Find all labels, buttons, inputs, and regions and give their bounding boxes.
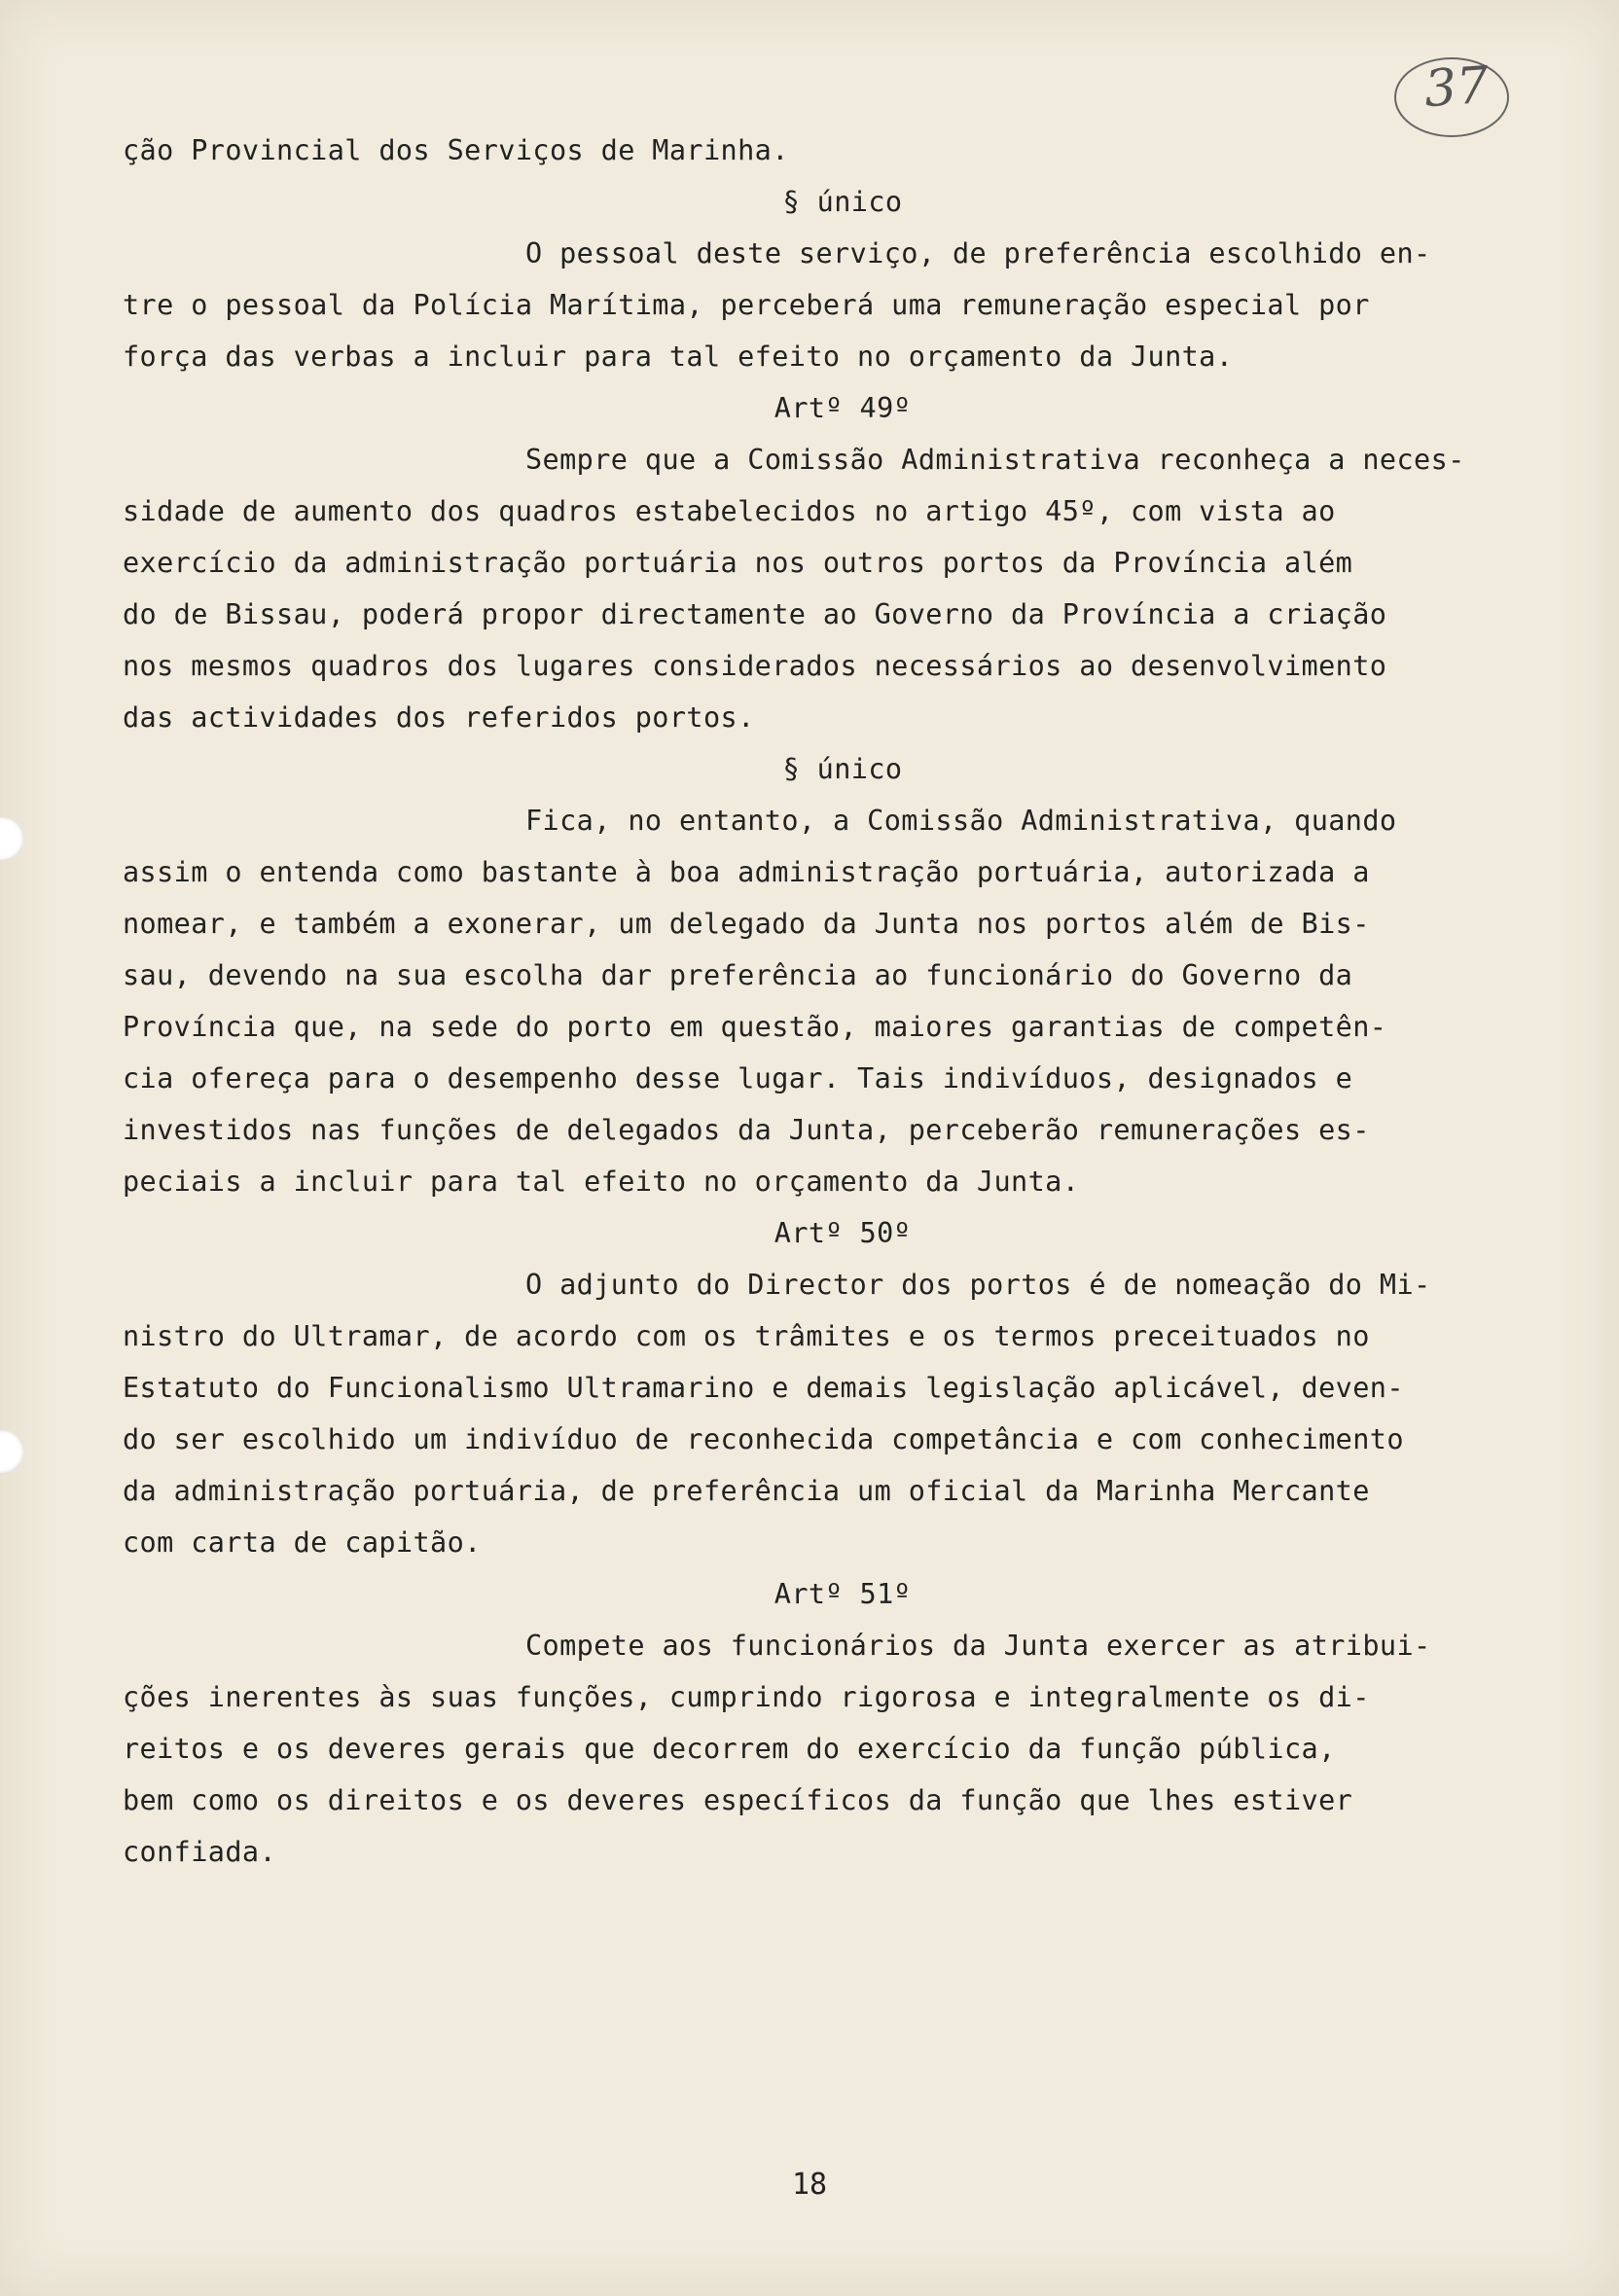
folio-number: 37	[1421, 55, 1492, 120]
text-line: Província que, na sede do porto em questão, maiores garantias de competên-	[123, 1011, 1387, 1043]
page-number: 18	[791, 2168, 828, 2202]
text-line: nos mesmos quadros dos lugares considerados necessários ao desenvolvimento	[123, 650, 1387, 682]
text-line: Estatuto do Funcionalismo Ultramarino e demais legislação aplicável, deven-	[123, 1372, 1404, 1404]
text-line: do de Bissau, poderá propor directamente ao Governo da Província a criação	[123, 598, 1387, 630]
text-line: da administração portuária, de preferência um oficial da Marinha Mercante	[123, 1475, 1370, 1507]
punch-hole-bottom	[0, 1430, 23, 1473]
section-heading: § único	[782, 186, 903, 218]
text-line: do ser escolhido um indivíduo de reconhecida competância e com conhecimento	[123, 1423, 1404, 1455]
text-line: assim o entenda como bastante à boa administração portuária, autorizada a	[123, 856, 1370, 888]
text-line: tre o pessoal da Polícia Marítima, perceberá uma remuneração especial por	[123, 289, 1370, 321]
text-line: Fica, no entanto, a Comissão Administrativa, quando	[525, 805, 1397, 837]
text-line: peciais a incluir para tal efeito no orçamento da Junta.	[123, 1166, 1080, 1198]
section-heading: § único	[782, 753, 903, 785]
text-line: O pessoal deste serviço, de preferência escolhido en-	[525, 237, 1431, 269]
section-heading: Artº 50º	[774, 1217, 912, 1249]
section-heading: Artº 49º	[774, 392, 912, 424]
text-line: investidos nas funções de delegados da Junta, perceberão remunerações es-	[123, 1114, 1370, 1146]
text-line: bem como os direitos e os deveres específicos da função que lhes estiver	[123, 1784, 1353, 1816]
text-line: confiada.	[123, 1836, 277, 1868]
text-line: ções inerentes às suas funções, cumprindo rigorosa e integralmente os di-	[123, 1681, 1370, 1713]
text-line: nomear, e também a exonerar, um delegado da Junta nos portos além de Bis-	[123, 908, 1370, 940]
text-line: sidade de aumento dos quadros estabelecidos no artigo 45º, com vista ao	[123, 495, 1336, 527]
text-line: sau, devendo na sua escolha dar preferência ao funcionário do Governo da	[123, 959, 1353, 991]
text-line: cia ofereça para o desempenho desse lugar. Tais indivíduos, designados e	[123, 1062, 1353, 1094]
section-heading: Artº 51º	[774, 1578, 912, 1610]
text-line: força das verbas a incluir para tal efeito no orçamento da Junta.	[123, 341, 1234, 373]
text-line: ção Provincial dos Serviços de Marinha.	[123, 134, 789, 166]
text-line: Compete aos funcionários da Junta exercer as atribui-	[525, 1630, 1431, 1662]
text-line: das actividades dos referidos portos.	[123, 701, 755, 734]
text-line: O adjunto do Director dos portos é de nomeação do Mi-	[525, 1269, 1431, 1301]
text-line: com carta de capitão.	[123, 1526, 482, 1559]
document-body	[123, 125, 1563, 1878]
text-line: exercício da administração portuária nos outros portos da Província além	[123, 547, 1353, 579]
text-line: nistro do Ultramar, de acordo com os trâmites e os termos preceituados no	[123, 1320, 1370, 1352]
punch-hole-top	[0, 817, 23, 860]
text-line: Sempre que a Comissão Administrativa reconheça a neces-	[525, 444, 1465, 476]
text-line: reitos e os deveres gerais que decorrem do exercício da função pública,	[123, 1733, 1336, 1765]
